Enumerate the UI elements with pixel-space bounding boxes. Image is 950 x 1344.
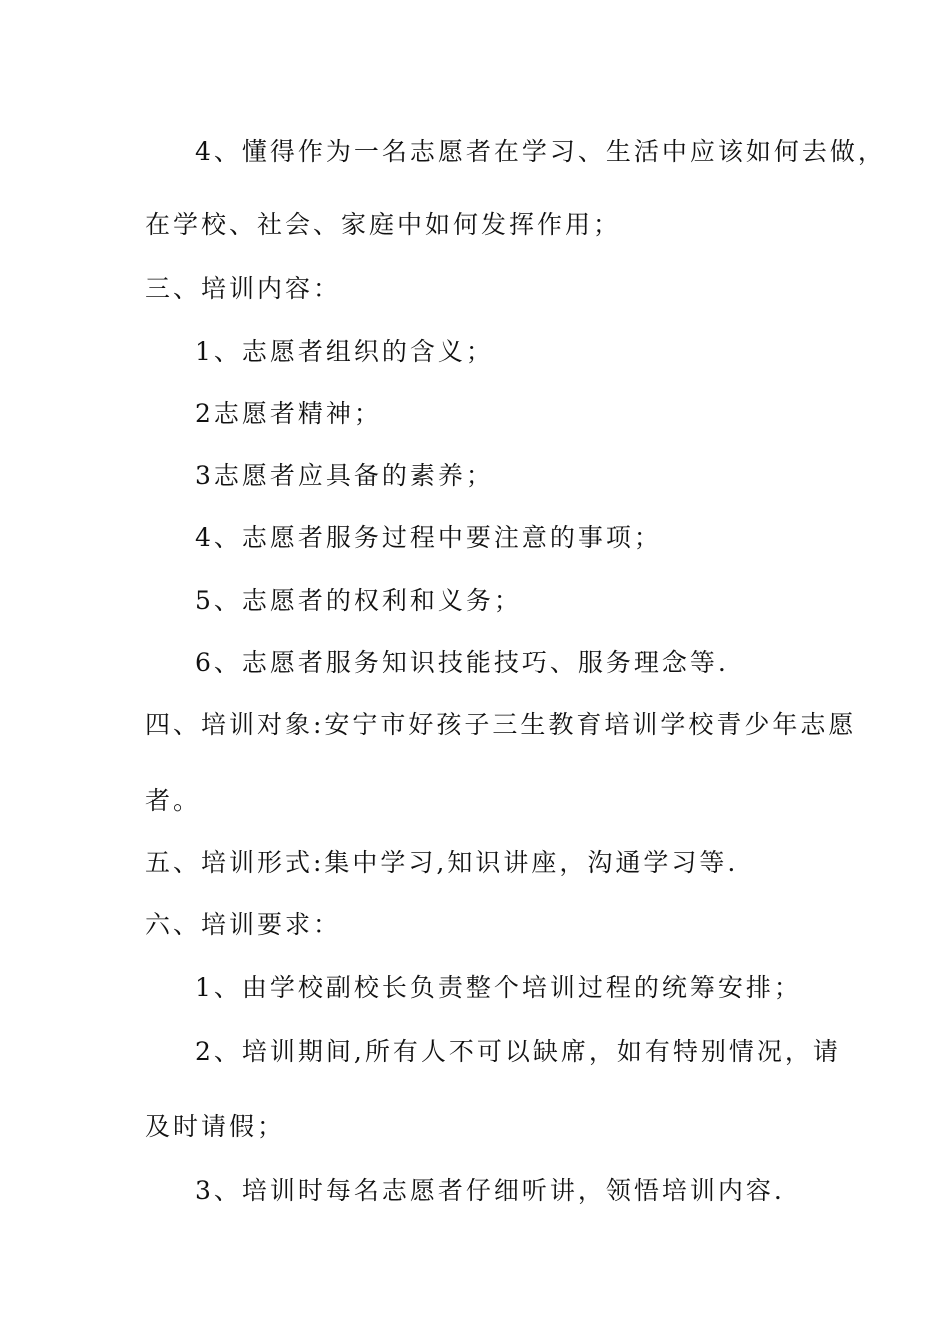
paragraph-line: 及时请假； (145, 1112, 286, 1141)
list-item: 4、志愿者服务过程中要注意的事项； (195, 523, 662, 552)
list-item: 6、志愿者服务知识技能技巧、服务理念等. (195, 648, 729, 677)
paragraph-line: 者。 (145, 786, 202, 815)
section-heading: 三、培训内容： (145, 274, 342, 303)
section-heading: 五、培训形式:集中学习,知识讲座，沟通学习等. (145, 848, 739, 877)
list-item: 2志愿者精神； (195, 399, 382, 428)
list-item: 5、志愿者的权利和义务； (195, 586, 522, 615)
section-heading: 六、培训要求： (145, 910, 342, 939)
list-item: 2、培训期间,所有人不可以缺席，如有特别情况，请 (195, 1037, 841, 1066)
list-item: 3、培训时每名志愿者仔细听讲，领悟培训内容. (195, 1176, 785, 1205)
paragraph-line: 在学校、社会、家庭中如何发挥作用； (145, 210, 622, 239)
paragraph-line: 4、懂得作为一名志愿者在学习、生活中应该如何去做， (195, 137, 886, 166)
list-item: 1、由学校副校长负责整个培训过程的统筹安排； (195, 973, 802, 1002)
list-item: 1、志愿者组织的含义； (195, 337, 494, 366)
list-item: 3志愿者应具备的素养； (195, 461, 494, 490)
section-heading: 四、培训对象:安宁市好孩子三生教育培训学校青少年志愿 (145, 710, 857, 739)
